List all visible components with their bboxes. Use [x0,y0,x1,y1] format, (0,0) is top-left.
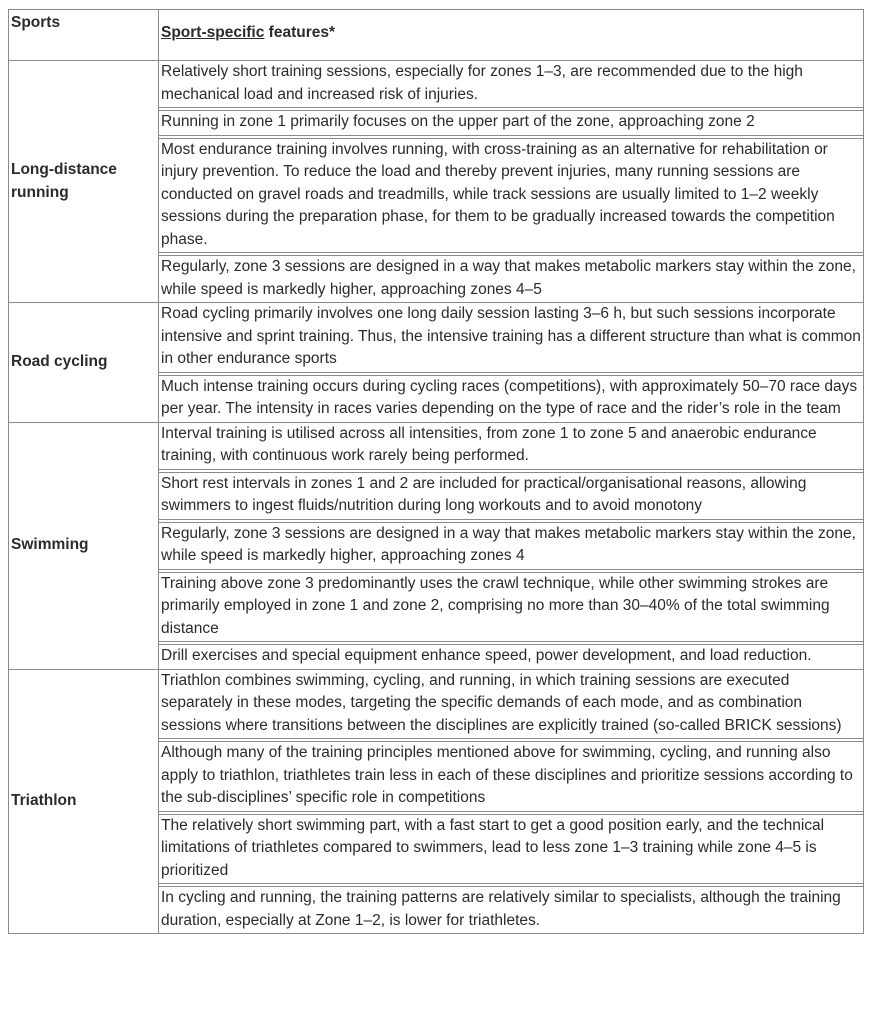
feature-item: Drill exercises and special equipment enhance speed, power development, and load reduction. [159,644,863,669]
feature-item: Running in zone 1 primarily focuses on the upper part of the zone, approaching zone 2 [159,110,863,136]
feature-item: Triathlon combines swimming, cycling, and running, in which training sessions are executed separately in these modes, targeting the specific demands of each mode, and as combination sessions where transitions between the disciplines are explicitly trained (so-called BRICK sessions) [159,670,863,740]
feature-item: In cycling and running, the training patterns are relatively similar to specialists, although the training duration, especially at Zone 1–2, is lower for triathletes. [159,886,863,933]
header-features [159,10,864,61]
header-features-link[interactable]: Sport-specific [161,24,265,41]
sport-features [159,669,864,934]
header-row [9,10,864,61]
sport-features [159,303,864,423]
feature-item: Relatively short training sessions, especially for zones 1–3, are recommended due to the high mechanical load and increased risk of injuries. [159,61,863,108]
feature-item: Regularly, zone 3 sessions are designed in a way that makes metabolic markers stay within the zone, while speed is markedly higher, approaching zones 4 [159,522,863,570]
sport-row [9,422,864,669]
feature-item: Training above zone 3 predominantly uses the crawl technique, while other swimming strokes are primarily employed in zone 1 and zone 2, comprising no more than 30–40% of the total swimming distance [159,572,863,643]
sport-features [159,422,864,669]
sport-row [9,303,864,423]
feature-item: Interval training is utilised across all intensities, from zone 1 to zone 5 and anaerobic endurance training, with continuous work rarely being performed. [159,423,863,470]
sport-name: Road cycling [9,303,159,423]
sport-row [9,61,864,303]
sport-row [9,669,864,934]
header-sports: Sports [9,10,159,61]
feature-item: Short rest intervals in zones 1 and 2 are included for practical/organisational reasons, allowing swimmers to ingest fluids/nutrition during long workouts and to avoid monotony [159,472,863,520]
feature-item: Much intense training occurs during cycling races (competitions), with approximately 50–70 race days per year. The intensity in races varies depending on the type of race and the rider’s role in the team [159,375,863,422]
sport-features [159,61,864,303]
feature-item: Regularly, zone 3 sessions are designed in a way that makes metabolic markers stay within the zone, while speed is markedly higher, approaching zones 4–5 [159,255,863,302]
header-features-rest: features* [264,24,336,41]
sport-name: Long-distance running [9,61,159,303]
feature-item: Most endurance training involves running, with cross-training as an alternative for rehabilitation or injury prevention. To reduce the load and thereby prevent injuries, many running sessions are conducted on gravel roads and treadmills, while track sessions are usually limited to 1–2 weekly sessions during the preparation phase, for them to be gradually increased towards the competition phase. [159,138,863,254]
sport-features-table [8,9,864,934]
sport-name: Swimming [9,422,159,669]
sport-name: Triathlon [9,669,159,934]
feature-item: Although many of the training principles mentioned above for swimming, cycling, and running also apply to triathlon, triathletes train less in each of these disciplines and prioritize sessions according to the sub-disciplines’ specific role in competitions [159,741,863,812]
feature-item: Road cycling primarily involves one long daily session lasting 3–6 h, but such sessions incorporate intensive and sprint training. Thus, the intensive training has a different structure than what is common in other endurance sports [159,303,863,373]
feature-item: The relatively short swimming part, with a fast start to get a good position early, and the technical limitations of triathletes compared to swimmers, lead to less zone 1–3 training while zone 4–5 is prioritized [159,814,863,885]
